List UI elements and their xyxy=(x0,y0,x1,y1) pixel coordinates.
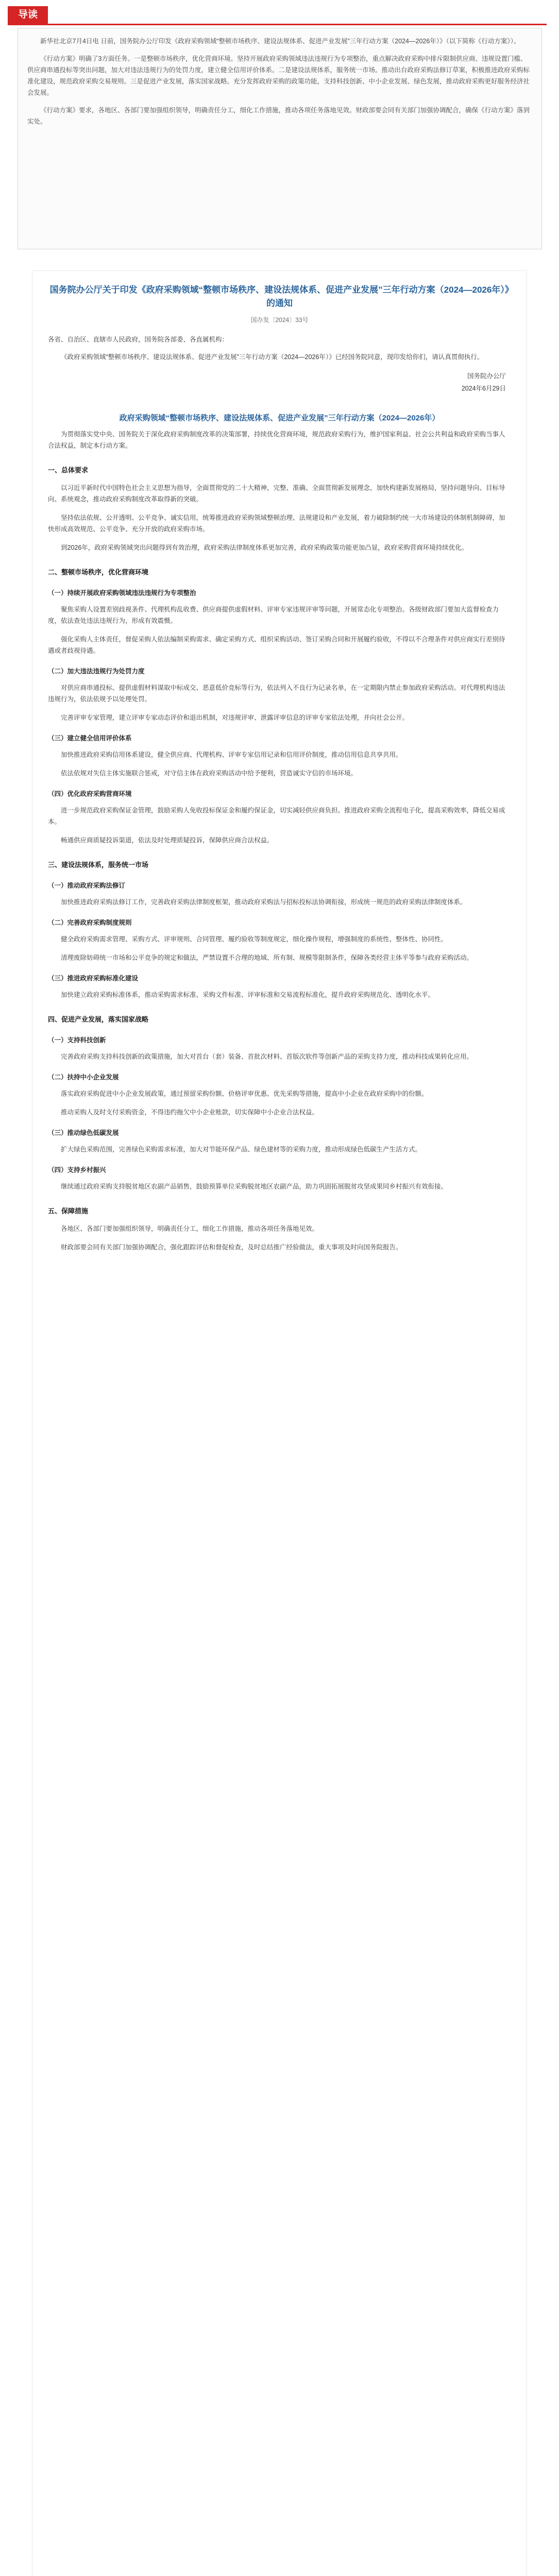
subsection-heading: （三）建立健全信用评价体系 xyxy=(48,735,132,742)
section-heading: 五、保障措施 xyxy=(48,1207,89,1215)
lead-section xyxy=(0,0,559,260)
section-heading: 二、整顿市场秩序，优化营商环境 xyxy=(48,568,149,576)
document-section xyxy=(48,567,511,846)
subsection-paragraph: 清理废除妨碍统一市场和公平竞争的规定和做法，严禁设置不合理的地域、所有制、规模等限制条件，保障各类经营主体平等参与政府采购活动。 xyxy=(61,954,473,961)
subsection-heading: （二）完善政府采购制度规则 xyxy=(48,919,132,926)
subsection-paragraph: 落实政府采购促进中小企业发展政策，通过预留采购份额、价格评审优惠、优先采购等措施，提高中小企业在政府采购中的份额。 xyxy=(61,1090,428,1097)
lead-divider xyxy=(8,24,547,25)
subsection-heading: （四）优化政府采购营商环境 xyxy=(48,790,132,798)
section-heading: 一、总体要求 xyxy=(48,466,89,474)
subsection-paragraph: 对供应商串通投标、提供虚假材料谋取中标成交、恶意低价竞标等行为，依法列入不良行为记录名单，在一定期限内禁止参加政府采购活动。对代理机构违法违规行为，依法依规予以处理处罚。 xyxy=(48,684,505,703)
subsection-paragraph: 进一步规范政府采购保证金管理，鼓励采购人免收投标保证金和履约保证金，切实减轻供应商负担。推进政府采购全流程电子化，提高采购效率，降低交易成本。 xyxy=(48,807,505,825)
lead-summary-box xyxy=(18,28,542,249)
subsection-paragraph: 聚焦采购人设置差别歧视条件、代理机构乱收费、供应商提供虚假材料、评审专家违规评审等问题，开展常态化专项整治。各级财政部门要加大监督检查力度，依法查处违法违规行为，形成有效震慑。 xyxy=(48,606,499,624)
subsection-paragraph: 健全政府采购需求管理、采购方式、评审规则、合同管理、履约验收等制度规定，细化操作规程，增强制度的系统性、整体性、协同性。 xyxy=(61,936,448,943)
document-signature xyxy=(48,370,506,395)
lead-tag: 导读 xyxy=(8,6,48,24)
document-section xyxy=(48,1014,511,1192)
subsection-paragraph: 依法依规对失信主体实施联合惩戒，对守信主体在政府采购活动中给予便利，营造诚实守信的市场环境。 xyxy=(61,770,358,777)
subsection-paragraph: 推动采购人及时支付采购资金，不得违约拖欠中小企业账款，切实保障中小企业合法权益。 xyxy=(61,1109,319,1116)
subsection-paragraph: 完善评审专家管理，建立评审专家动态评价和退出机制，对违规评审、泄露评审信息的评审专家依法处理，并向社会公开。 xyxy=(61,714,409,721)
subsection-heading: （三）推进政府采购标准化建设 xyxy=(48,975,139,982)
subsection-heading: （二）扶持中小企业发展 xyxy=(48,1074,119,1081)
subsection-heading: （二）加大违法违规行为处罚力度 xyxy=(48,668,145,675)
subsection-paragraph: 加快建立政府采购标准体系，推动采购需求标准、采购文件标准、评审标准和交易流程标准化，提升政府采购规范化、透明化水平。 xyxy=(61,991,435,998)
subsection-paragraph: 继续通过政府采购支持脱贫地区农副产品销售，鼓励预算单位采购脱贫地区农副产品，助力巩固拓展脱贫攻坚成果同乡村振兴有效衔接。 xyxy=(61,1183,448,1190)
document-card xyxy=(32,270,527,2576)
document-title: 国务院办公厅关于印发《政府采购领域“整顿市场秩序、建设法规体系、促进产业发展”三年行动方案（2024—2026年）》的通知 xyxy=(49,285,510,308)
document-body xyxy=(48,334,511,1260)
document-date: 2024年6月29日 xyxy=(461,385,506,392)
section-heading: 四、促进产业发展，落实国家战略 xyxy=(48,1015,149,1023)
subsection-paragraph: 加快推进政府采购信用体系建设，健全供应商、代理机构、评审专家信用记录和信用评价制度，推动信用信息共享共用。 xyxy=(61,751,402,758)
document-section xyxy=(48,859,511,1001)
lead-paragraph: 新华社北京7月4日电 日前，国务院办公厅印发《政府采购领域“整顿市场秩序、建设法规体系、促进产业发展”三年行动方案（2024—2026年）》（以下简称《行动方案》）。 xyxy=(40,38,520,45)
lead-paragraph: 《行动方案》要求，各地区、各部门要加强组织领导，明确责任分工，细化工作措施，推动各项任务落地见效。财政部要会同有关部门加强协调配合，确保《行动方案》落到实处。 xyxy=(27,107,530,125)
section-paragraph: 财政部要会同有关部门加强协调配合，强化跟踪评估和督促检查，及时总结推广经验做法，重大事项及时向国务院报告。 xyxy=(61,1244,402,1251)
subsection-paragraph: 加快推进政府采购法修订工作，完善政府采购法律制度框架，推动政府采购法与招标投标法协调衔接，形成统一规范的政府采购法律制度体系。 xyxy=(61,899,467,906)
subsection-heading: （一）支持科技创新 xyxy=(48,1037,106,1044)
document-issuer: 国务院办公厅 xyxy=(467,372,506,380)
appendix-intro: 为贯彻落实党中央、国务院关于深化政府采购制度改革的决策部署，持续优化营商环境，规范政府采购行为，维护国家利益、社会公共利益和政府采购当事人合法权益，制定本行动方案。 xyxy=(48,431,505,449)
appendix-title: 政府采购领域“整顿市场秩序、建设法规体系、促进产业发展”三年行动方案（2024—2026年） xyxy=(119,414,440,422)
section-heading: 三、建设法规体系，服务统一市场 xyxy=(48,861,149,869)
subsection-paragraph: 扩大绿色采购范围，完善绿色采购需求标准，加大对节能环保产品、绿色建材等的采购力度，推动形成绿色低碳生产生活方式。 xyxy=(61,1146,422,1153)
lead-highlight-text: 《行动方案》明确了3方面任务。一是整顿市场秩序，优化营商环境。坚持开展政府采购领域违法违规行为专项整治，重点解决政府采购中排斥限制供应商、违规设置门槛、供应商串通投标等突出问题，加大对违法违规行为的处罚力度，建立健全信用评价体系。二是建设法规体系，服务统一市场。推动出台政府采购法修订草案，积极推进政府采购标准化建设，规范政府采购交易规则。三是促进产业发展，落实国家战略。充分发挥政府采购的政策功能，支持科技创新、中小企业发展、绿色发展，推动政府采购更好服务经济社会发展。 xyxy=(27,55,530,96)
subsection-paragraph: 完善政府采购支持科技创新的政策措施，加大对首台（套）装备、首批次材料、首版次软件等创新产品的采购支持力度，推动科技成果转化应用。 xyxy=(61,1053,473,1060)
document-section xyxy=(48,465,511,553)
document-salutation: 各省、自治区、直辖市人民政府，国务院各部委、各直属机构： xyxy=(48,336,229,343)
document-number: 国办发〔2024〕33号 xyxy=(250,316,309,324)
section-paragraph: 以习近平新时代中国特色社会主义思想为指导，全面贯彻党的二十大精神，完整、准确、全面贯彻新发展理念，加快构建新发展格局，坚持问题导向、目标导向、系统观念，推动政府采购制度改革取得新的突破。 xyxy=(48,484,505,503)
subsection-heading: （一）推动政府采购法修订 xyxy=(48,882,126,889)
document-section xyxy=(48,1206,511,1253)
subsection-paragraph: 强化采购人主体责任，督促采购人依法编制采购需求、确定采购方式、组织采购活动、签订采购合同和开展履约验收，不得以不合理条件对供应商实行差别待遇或者歧视待遇。 xyxy=(48,636,505,654)
sections-container xyxy=(48,465,511,1253)
notice-body: 《政府采购领域“整顿市场秩序、建设法规体系、促进产业发展”三年行动方案（2024—2026年）》已经国务院同意，现印发给你们，请认真贯彻执行。 xyxy=(61,353,484,361)
subsection-paragraph: 畅通供应商质疑投诉渠道，依法及时处理质疑投诉，保障供应商合法权益。 xyxy=(61,837,274,844)
subsection-heading: （三）推动绿色低碳发展 xyxy=(48,1129,119,1137)
section-paragraph: 到2026年，政府采购领域突出问题得到有效治理，政府采购法律制度体系更加完善，政府采购政策功能更加凸显，政府采购营商环境持续优化。 xyxy=(61,544,468,551)
lead-paragraph xyxy=(27,53,532,98)
document-header xyxy=(48,283,511,324)
section-paragraph: 各地区、各部门要加强组织领导，明确责任分工，细化工作措施，推动各项任务落地见效。 xyxy=(61,1225,319,1232)
section-paragraph: 坚持依法依规、公开透明、公平竞争、诚实信用，统筹推进政府采购领域整顿治理、法规建设和产业发展，着力破除制约统一大市场建设的体制机制障碍，加快形成高效规范、公平竞争、充分开放的政府采购市场。 xyxy=(48,514,505,533)
subsection-heading: （一）持续开展政府采购领域违法违规行为专项整治 xyxy=(48,589,196,597)
subsection-heading: （四）支持乡村振兴 xyxy=(48,1166,106,1174)
